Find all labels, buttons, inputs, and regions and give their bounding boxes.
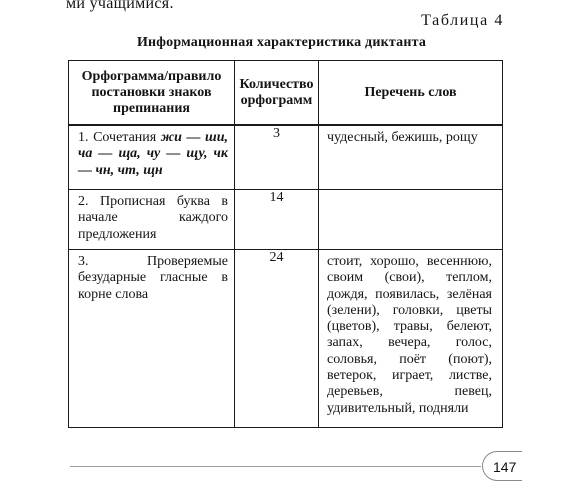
page-number: 147 — [482, 451, 522, 481]
words-cell — [319, 250, 503, 428]
count-cell: 24 — [235, 250, 319, 428]
rule-prefix: 1. Сочетания — [78, 130, 161, 145]
words-list — [319, 190, 502, 200]
words-cell — [319, 125, 503, 190]
count-cell: 14 — [235, 190, 319, 250]
rule-letter-combinations: жи — ши, ча — ща, чу — щу, чк — чн, чт, щн — [78, 130, 228, 178]
words-list: стоит, хорошо, весеннюю, своим (свои), теплом, дождя, появилась, зелёная (зелени), головки, цветы (цветов), травы, белеют, запах, вечера, голос, соловья, поёт (поют), ветерок, играет, листве, деревьев, певец, удивительный, подняли — [327, 254, 492, 416]
footer-divider — [70, 466, 481, 467]
table-row — [69, 190, 503, 250]
rule-cell — [69, 250, 235, 428]
table-number: Таблица 4 — [421, 12, 504, 29]
header-words: Перечень слов — [319, 61, 503, 126]
header-rule: Орфограмма/правило постановки знаков препинания — [69, 61, 235, 126]
words-list: чудесный, бежишь, рощу — [327, 130, 478, 145]
table-row — [69, 125, 503, 190]
words-cell — [319, 190, 503, 250]
rule-text: 2. Прописная буква в начале каждого предложения — [78, 194, 228, 242]
rule-cell — [69, 125, 235, 190]
previous-text-fragment: ми учащимися. — [66, 0, 174, 12]
rule-text: 3. Проверяемые безударные гласные в корне слова — [78, 254, 228, 302]
header-count: Количество орфограмм — [235, 61, 319, 126]
count-cell: 3 — [235, 125, 319, 190]
dictation-table — [68, 60, 503, 428]
table-header-row — [69, 61, 503, 126]
rule-cell — [69, 190, 235, 250]
table-row — [69, 250, 503, 428]
table-title: Информационная характеристика диктанта — [136, 35, 427, 50]
